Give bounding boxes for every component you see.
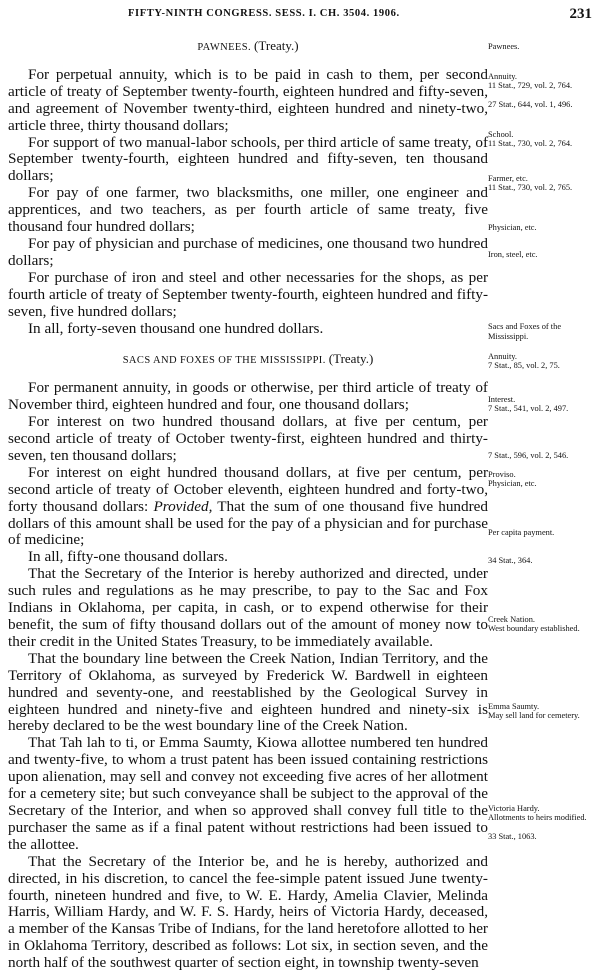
margin-note: 7 Stat., 541, vol. 2, 497. [488, 404, 569, 413]
paragraph: For purchase of iron and steel and other necessaries for the shops, as per fourth article of treaty of September twenty-fourth, eighteen hundred and fifty-seven, five hundred dollars; [8, 268, 488, 320]
margin-note: Annuity. [488, 352, 518, 361]
paragraph: For perpetual annuity, which is to be paid in cash to them, per second article of treaty of September twenty-fourth, eighteen hundred and fifty-seven, and agreement of November twenty-third, eighteen hundred and ninety-two, article three, thirty thousand dollars; [8, 65, 488, 134]
paragraph: That the boundary line between the Creek Nation, Indian Territory, and the Territory of Oklahoma, as surveyed by Frederick W. Bardwell in eighteen hundred and seventy-one, and reestablished by the Geological Survey in eighteen hundred and ninety-five and eighteen hundred and ninety-six is hereby declared to be the west boundary line of the Creek Nation. [8, 649, 488, 735]
margin-note: West boundary established. [488, 624, 580, 633]
proviso-text: That the sum of one thousand five hundred dollars of this amount shall be used for the pay of a physician and for purchase of medicine; [8, 497, 489, 549]
page-number: 231 [569, 6, 592, 22]
margin-note: Sacs and Foxes of the Mississippi. [488, 322, 562, 341]
paragraph: For permanent annuity, in goods or otherwise, per third article of treaty of November third, eighteen hundred and four, one thousand dollars; [8, 379, 488, 414]
margin-note: Proviso. [488, 470, 516, 479]
margin-note: Annuity. [488, 72, 518, 81]
margin-note: Iron, steel, etc. [488, 250, 538, 259]
margin-note: Farmer, etc. [488, 174, 528, 183]
margin-note: Creek Nation. [488, 615, 535, 624]
paragraph: In all, forty-seven thousand one hundred dollars. [28, 319, 324, 337]
proviso-label: Provided, [153, 497, 213, 515]
margin-note: Victoria Hardy. [488, 804, 540, 813]
paragraph: For interest on two hundred thousand dollars, at five per centum, per second article of treaty of October twenty-first, eighteen hundred and thirty-seven, ten thousand dollars; [8, 413, 488, 464]
paragraph: In all, fifty-one thousand dollars. [28, 548, 228, 566]
paragraph: That the Secretary of the Interior is hereby authorized and directed, under such rules and regulations as he may prescribe, to pay to the Sac and Fox Indians in Oklahoma, per capita, in cash, or to expend otherwise for their benefit, the sum of fifty thousand dollars out of the amount of money now to their credit in the United States Treasury, to be immediately available. [8, 565, 488, 650]
section-subtitle: (Treaty.) [254, 38, 299, 53]
running-head: FIFTY-NINTH CONGRESS. SESS. I. CH. 3504. 1906. [128, 8, 400, 19]
margin-note: 34 Stat., 364. [488, 556, 533, 565]
margin-note: Per capita payment. [488, 528, 555, 537]
margin-note: Interest. [488, 395, 516, 404]
margin-note: School. [488, 130, 514, 139]
margin-note: Allotments to heirs modified. [488, 813, 587, 822]
paragraph: That Tah lah to ti, or Emma Saumty, Kiowa allottee numbered ten hundred and twenty-five, to whom a trust patent has been issued containing restrictions upon alienation, may sell and convey not exceeding five acres of her allotment for a cemetery site; but such conveyance shall be subject to the approval of the Secretary of the Interior, and when so approved shall convey full title to the purchaser the same as if a final patent without restrictions had been issued to the allottee. [8, 734, 488, 853]
margin-note: 11 Stat., 730, vol. 2, 765. [488, 183, 573, 192]
paragraph: For pay of one farmer, two blacksmiths, one miller, one engineer and apprentices, and two teachers, as per fourth article of same treaty, five thousand four hundred dollars; [8, 184, 488, 236]
margin-note: 11 Stat., 730, vol. 2, 764. [488, 139, 573, 148]
margin-note: Physician, etc. [488, 223, 537, 232]
paragraph: That the Secretary of the Interior be, and he is hereby, authorized and directed, in his discretion, to cancel the fee-simple patent issued June twenty-fourth, nineteen hundred and five, to W. E. Hardy, Amelia Clavier, Melinda Harris, William Hardy, and W. F. S. Hardy, heirs of Victoria Hardy, deceased, a member of the Kansas Tribe of Indians, for the land heretofore allotted to her in Oklahoma Territory, described as follows: Lot six, in section seven, and the north half of the southwest quarter of section eight, in township twenty-seven [8, 852, 488, 972]
margin-note: 27 Stat., 644, vol. 1, 496. [488, 100, 573, 109]
margin-note: 33 Stat., 1063. [488, 832, 537, 841]
margin-note: 7 Stat., 85, vol. 2, 75. [488, 361, 560, 370]
section-title: PAWNEES. [197, 42, 252, 53]
margin-note: May sell land for cemetery. [488, 711, 580, 720]
margin-note: Pawnees. [488, 42, 520, 51]
section-subtitle: (Treaty.) [328, 351, 374, 367]
margin-note: 7 Stat., 596, vol. 2, 546. [488, 451, 569, 460]
margin-note: Physician, etc. [488, 479, 537, 488]
paragraph: For support of two manual-labor schools, per third article of same treaty, of September twenty-fourth, eighteen hundred and fifty-seven, ten thousand dollars; [8, 133, 488, 185]
margin-note: Emma Saumty. [488, 702, 540, 711]
margin-note: 11 Stat., 729, vol. 2, 764. [488, 81, 573, 90]
paragraph: For pay of physician and purchase of medicines, one thousand two hundred dollars; [8, 234, 488, 269]
paragraph-text: For interest on eight hundred thousand dollars, at five per centum, per second article of treaty of October eleventh, eighteen hundred and forty-two, forty thousand dollars: [8, 463, 488, 515]
section-title: SACS AND FOXES OF THE MISSISSIPPI. [122, 355, 326, 367]
